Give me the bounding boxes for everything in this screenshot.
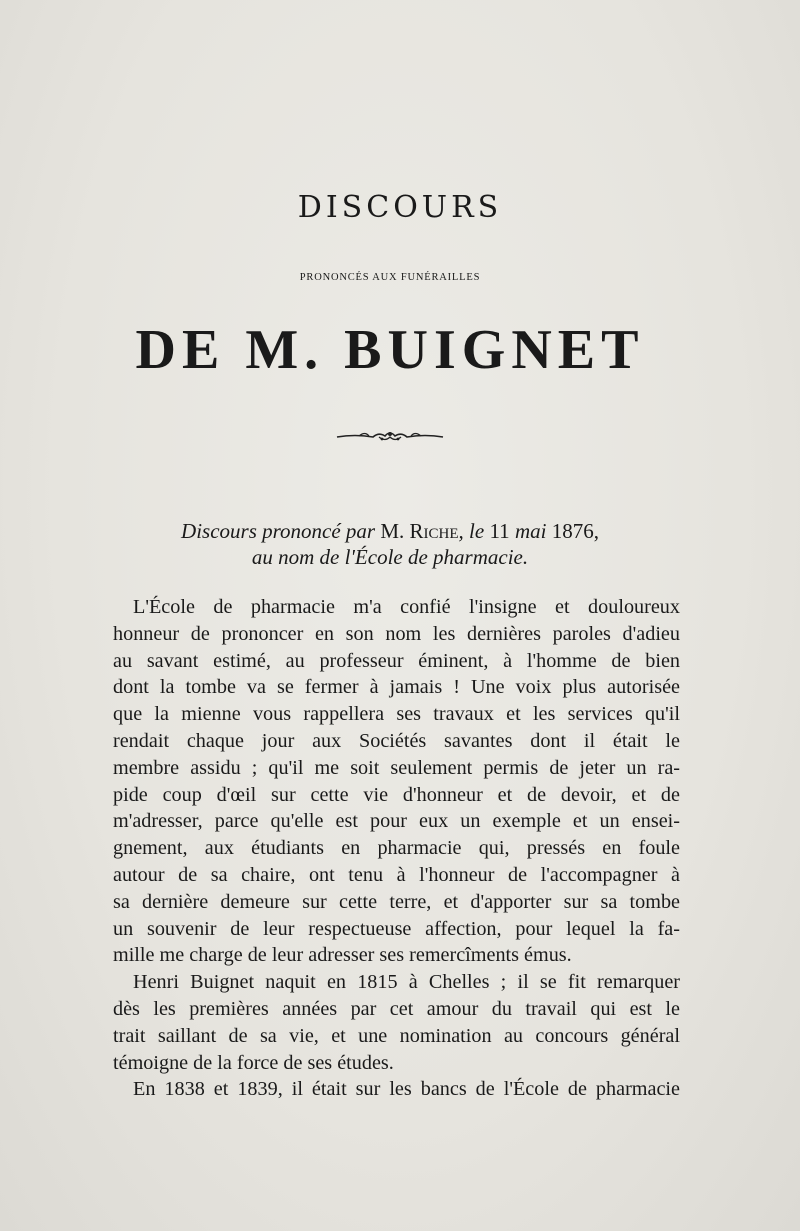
text-line: mille me charge de leur adresser ses remercîments émus. [113,944,572,967]
decorative-flourish-icon [335,428,445,444]
text-line: L'École de pharmacie m'a confié l'insigne et douloureux [133,596,680,618]
text-line: témoigne de la force de ses études. [113,1051,394,1074]
text-line: gnement, aux étudiants en pharmacie qui, pressés en foule [113,837,680,860]
text-line: au savant estimé, au professeur éminent, à l'homme de bien [113,649,680,672]
text-line: En 1838 et 1839, il était sur les bancs de l'École de pharmacie [133,1078,680,1101]
text-line: autour de sa chaire, ont tenu à l'honneur de l'accompagner à [113,863,680,886]
text-line: trait saillant de sa vie, et une nomination au concours général [113,1024,680,1047]
text-line: membre assidu ; qu'il me soit seulement permis de jeter un ra- [113,756,680,779]
text-line: un souvenir de leur respectueuse affection, pour lequel la fa- [113,917,680,940]
text-line: honneur de prononcer en son nom les dernières paroles d'adieu [113,622,680,645]
text-line: Henri Buignet naquit en 1815 à Chelles ; il se fit remarquer [133,971,680,994]
speech-heading-line-2: au nom de l'École de pharmacie. [251,545,529,569]
page-title: DISCOURS [297,190,503,225]
main-heading: DE M. BUIGNET [135,319,645,381]
text-line: sa dernière demeure sur cette terre, et d'apporter sur sa tombe [113,890,680,913]
text-line: dont la tombe va se fermer à jamais ! Une voix plus autorisée [113,676,680,699]
text-line: m'adresser, parce qu'elle est pour eux un exemple et un ensei- [113,810,680,833]
text-line: rendait chaque jour aux Sociétés savantes dont il était le [113,729,680,752]
body-text [113,594,680,1103]
page-subtitle: PRONONCÉS AUX FUNÉRAILLES [299,272,481,283]
speech-heading [0,518,780,570]
text-line: que la mienne vous rappellera ses travaux et les services qu'il [113,703,680,726]
text-line: dès les premières années par cet amour du travail qui est le [113,997,680,1020]
speech-heading-line-1: Discours prononcé par M. Riche, le 11 mai 1876, [181,519,599,543]
text-line: pide coup d'œil sur cette vie d'honneur et de devoir, et de [113,783,680,806]
